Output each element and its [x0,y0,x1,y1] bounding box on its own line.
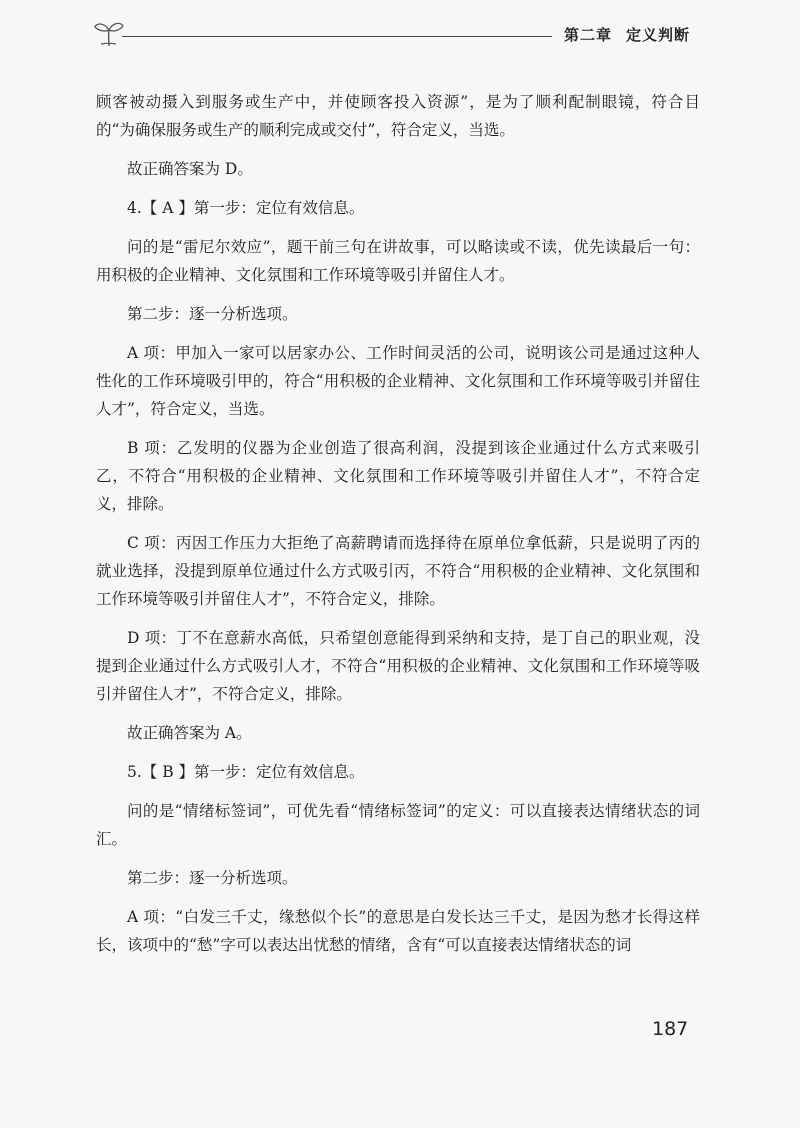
paragraph: 4.【 A 】第一步：定位有效信息。 [127,199,365,217]
paragraph: 故正确答案为 A。 [127,724,252,742]
paragraph: A 项：甲加入一家可以居家办公、工作时间灵活的公司，说明该公司是通过这种人性化的工作环境吸引甲的，符合“用积极的企业精神、文化氛围和工作环境等吸引并留住人才”，符合定义，当选。 [96,344,700,418]
paragraph: 故正确答案为 D。 [127,160,253,178]
paragraph: 问的是“雷尼尔效应”，题干前三句在讲故事，可以略读或不读，优先读最后一句：用积极的企业精神、文化氛围和工作环境等吸引并留住人才。 [96,238,700,284]
header-rule [122,36,552,37]
running-header [92,16,702,50]
paragraph: 第二步：逐一分析选项。 [127,305,298,323]
chapter-label: 第二章 [563,26,612,44]
paragraph: 5.【 B 】第一步：定位有效信息。 [127,763,365,781]
paragraph: A 项：“白发三千丈，缘愁似个长”的意思是白发长达三千丈，是因为愁才长得这样长，该项中的“愁”字可以表达出忧愁的情绪，含有“可以直接表达情绪状态的词 [96,908,700,954]
page-number: 187 [652,1018,689,1040]
paragraph: 顾客被动摄入到服务或生产中，并使顾客投入资源”，是为了顺利配制眼镜，符合目的“为确保服务或生产的顺利完成或交付”，符合定义，当选。 [96,93,700,139]
paragraph: C 项：丙因工作压力大拒绝了高薪聘请而选择待在原单位拿低薪，只是说明了丙的就业选择，没提到原单位通过什么方式吸引丙，不符合“用积极的企业精神、文化氛围和工作环境等吸引并留住人才”，不符合定义，排除。 [96,534,700,608]
paragraph: D 项：丁不在意薪水高低，只希望创意能得到采纳和支持，是丁自己的职业观，没提到企业通过什么方式吸引人才，不符合“用积极的企业精神、文化氛围和工作环境等吸引并留住人才”，不符合定义，排除。 [96,629,700,703]
paragraph: 第二步：逐一分析选项。 [127,869,298,887]
chapter-title [564,24,690,45]
page-body [96,88,700,959]
paragraph: B 项：乙发明的仪器为企业创造了很高利润，没提到该企业通过什么方式来吸引乙，不符合“用积极的企业精神、文化氛围和工作环境等吸引并留住人才”，不符合定义，排除。 [96,439,700,513]
section-label: 定义判断 [625,26,690,44]
sprout-icon [92,18,126,48]
paragraph: 问的是“情绪标签词”，可优先看“情绪标签词”的定义：可以直接表达情绪状态的词汇。 [96,802,700,848]
